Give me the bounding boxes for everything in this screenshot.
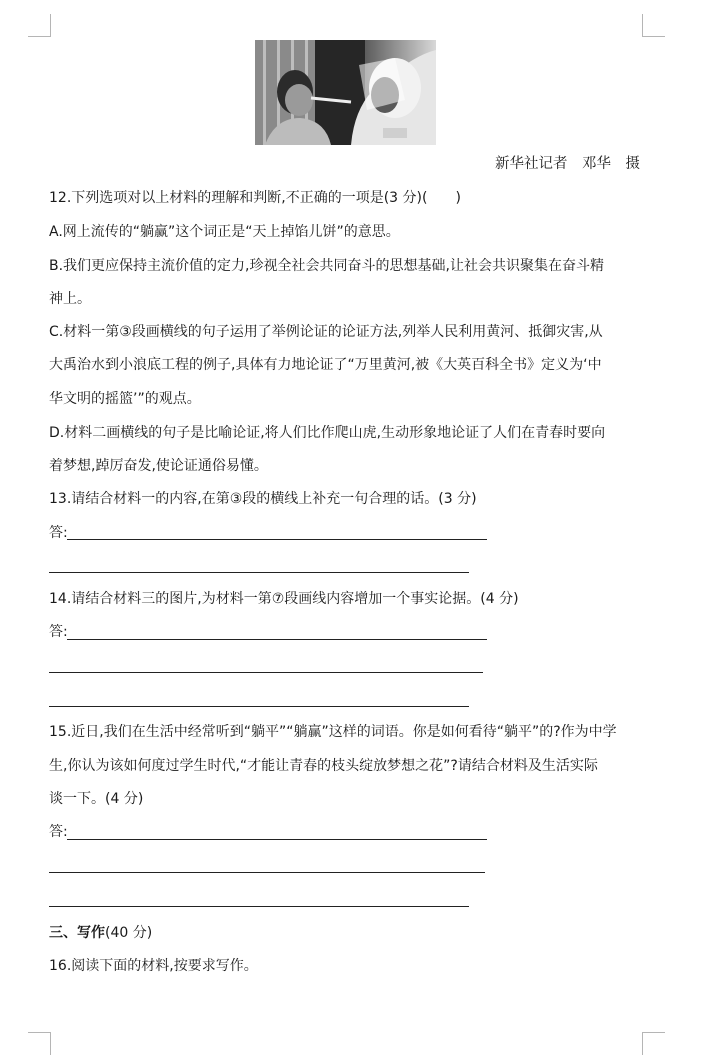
q15-stem-cont: 生,你认为该如何度过学生时代,“才能让青春的枝头绽放梦想之花”?请结合材料及生活实际 (49, 758, 598, 774)
crop-mark-top-left (28, 14, 51, 37)
q15-stem-cont: 谈一下。(4 分) (49, 791, 144, 807)
photo-nucleic-acid-test-icon (255, 40, 436, 145)
q14-answer-line[interactable] (49, 706, 469, 707)
q13-answer-line[interactable] (67, 539, 487, 540)
section-title: 三、写作 (49, 925, 105, 941)
news-photo (255, 40, 436, 145)
q13-stem: 13.请结合材料一的内容,在第③段的横线上补充一句合理的话。(3 分) (49, 491, 477, 507)
q14-stem: 14.请结合材料三的图片,为材料一第⑦段画线内容增加一个事实论据。(4 分) (49, 591, 519, 607)
q12-option-d: D.材料二画横线的句子是比喻论证,将人们比作爬山虎,生动形象地论证了人们在青春时要向 (49, 425, 606, 441)
q12-stem: 12.下列选项对以上材料的理解和判断,不正确的一项是(3 分)( ) (49, 190, 461, 206)
photo-credit: 新华社记者 邓华 摄 (495, 156, 640, 172)
q12-option-b: B.我们更应保持主流价值的定力,珍视全社会共同奋斗的思想基础,让社会共识聚集在奋斗精 (49, 258, 604, 274)
q13-answer-line[interactable] (49, 572, 469, 573)
q12-option-c-cont: 大禹治水到小浪底工程的例子,具体有力地论证了“万里黄河,被《大英百科全书》定义为‘中 (49, 357, 602, 373)
q12-option-c: C.材料一第③段画横线的句子运用了举例论证的论证方法,列举人民利用黄河、抵御灾害,从 (49, 324, 603, 340)
section-score: (40 分) (105, 925, 153, 941)
q15-answer-line[interactable] (49, 906, 469, 907)
q12-option-d-cont: 着梦想,踔厉奋发,使论证通俗易懂。 (49, 458, 268, 474)
q15-answer-label: 答: (49, 824, 68, 840)
q13-answer-label: 答: (49, 525, 68, 541)
q15-answer-line[interactable] (67, 839, 487, 840)
q14-answer-line[interactable] (67, 639, 487, 640)
q14-answer-line[interactable] (49, 672, 483, 673)
q12-option-c-cont: 华文明的摇篮’”的观点。 (49, 391, 201, 407)
q12-option-a: A.网上流传的“躺赢”这个词正是“天上掉馅儿饼”的意思。 (49, 224, 400, 240)
crop-mark-top-right (642, 14, 665, 37)
q14-answer-label: 答: (49, 624, 68, 640)
section-writing-heading (49, 921, 649, 945)
q12-option-b-cont: 神上。 (49, 291, 91, 307)
q15-stem: 15.近日,我们在生活中经常听到“躺平”“躺赢”这样的词语。你是如何看待“躺平”的?作为中学 (49, 724, 617, 740)
q16-stem: 16.阅读下面的材料,按要求写作。 (49, 958, 258, 974)
q15-answer-line[interactable] (49, 872, 485, 873)
